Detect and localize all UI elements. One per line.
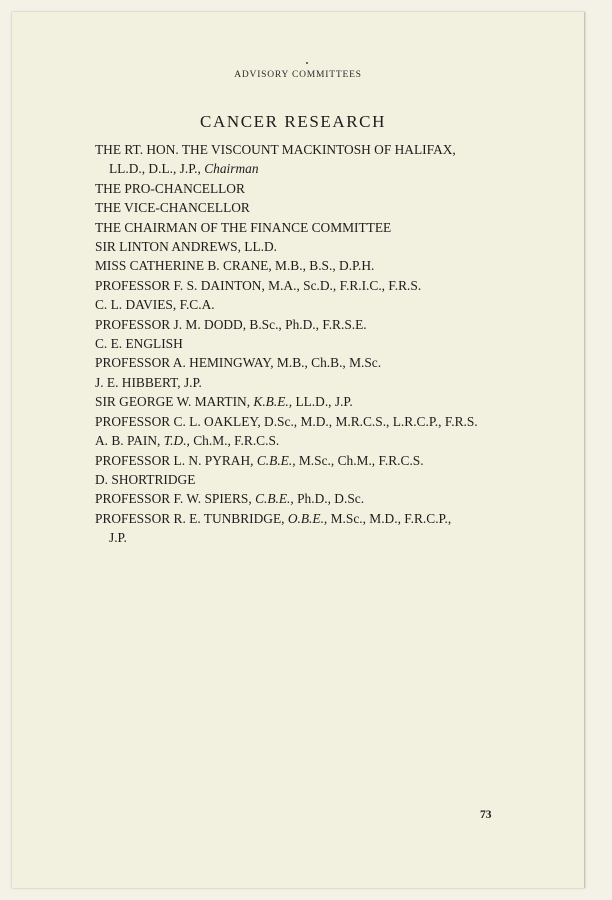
member-qualifications: Ph.D., D.Sc. [293,491,365,507]
member-entry [95,315,515,334]
member-qualifications: LL.D., J.P. [292,394,353,410]
member-name: PROFESSOR F. W. SPIERS, [95,491,256,507]
member-entry [95,198,515,217]
member-name: SIR GEORGE W. MARTIN, [95,394,254,410]
member-honour: C.B.E., [255,491,294,507]
member-honour: O.B.E., [287,510,328,526]
member-entry [95,451,515,470]
member-qualifications: Ch.M., F.R.C.S. [189,433,280,449]
member-list [95,140,515,548]
member-continuation [95,528,515,547]
member-entry [95,276,515,295]
member-entry [95,179,515,198]
member-entry [95,412,515,431]
member-name: C. E. ENGLISH [95,336,183,352]
member-name: MISS CATHERINE B. CRANE, M.B., B.S., D.P.H. [95,258,375,274]
member-continuation-text: LL.D., D.L., J.P., [109,161,205,177]
member-name: PROFESSOR A. HEMINGWAY, M.B., Ch.B., M.Sc. [95,355,382,371]
section-title: CANCER RESEARCH [200,112,386,131]
member-name: PROFESSOR R. E. TUNBRIDGE, [95,510,288,526]
member-name: SIR LINTON ANDREWS, LL.D. [95,239,278,255]
member-name: THE CHAIRMAN OF THE FINANCE COMMITTEE [95,219,392,235]
member-entry [95,334,515,353]
member-entry [95,373,515,392]
page-number: 73 [480,809,492,821]
member-entry [95,392,515,411]
member-name: D. SHORTRIDGE [95,471,196,487]
member-qualifications: M.Sc., M.D., F.R.C.P., [327,510,452,526]
member-name: PROFESSOR C. L. OAKLEY, D.Sc., M.D., M.R.C.S., L.R.C.P., F.R.S. [95,413,478,429]
member-continuation [95,159,515,178]
member-name: A. B. PAIN, [95,433,164,449]
member-name: C. L. DAVIES, F.C.A. [95,297,215,313]
member-name: PROFESSOR F. S. DAINTON, M.A., Sc.D., F.R.I.C., F.R.S. [95,277,422,293]
member-entry [95,295,515,314]
member-continuation-text: J.P. [109,530,127,546]
member-entry [95,237,515,256]
member-entry [95,470,515,489]
member-name: THE RT. HON. THE VISCOUNT MACKINTOSH OF HALIFAX, [95,142,456,157]
member-role: Chairman [204,161,259,177]
member-name: PROFESSOR L. N. PYRAH, [95,452,257,468]
member-honour: K.B.E., [253,394,293,410]
member-name: J. E. HIBBERT, J.P. [95,374,202,390]
member-entry [95,489,515,508]
member-qualifications: M.Sc., Ch.M., F.R.C.S. [295,452,424,468]
member-entry [95,256,515,275]
member-entry [95,353,515,372]
member-entry [95,509,515,548]
member-name: PROFESSOR J. M. DODD, B.Sc., Ph.D., F.R.S.E. [95,316,367,332]
member-honour: C.B.E., [256,452,296,468]
member-name: THE PRO-CHANCELLOR [95,180,245,196]
member-entry [95,218,515,237]
member-name: THE VICE-CHANCELLOR [95,200,250,216]
member-honour: T.D., [163,433,190,449]
running-head: ADVISORY COMMITTEES [234,70,362,80]
member-entry [95,431,515,450]
speck-mark [306,62,308,64]
member-entry [95,140,515,179]
